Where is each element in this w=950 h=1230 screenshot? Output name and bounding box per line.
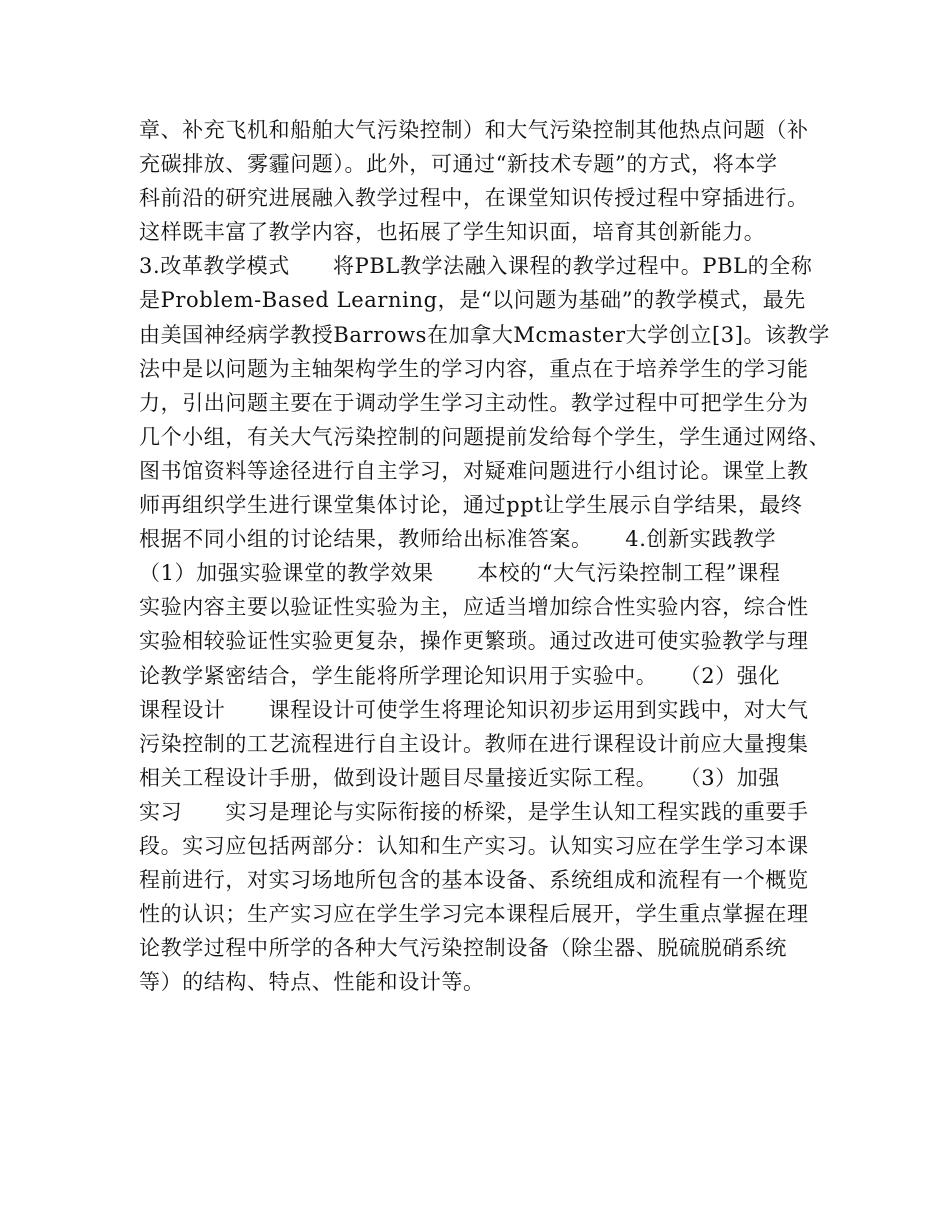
text-line: 课程设计 课程设计可使学生将理论知识初步运用到实践中，对大气 (139, 697, 809, 722)
text-line: 几个小组，有关大气污染控制的问题提前发给每个学生，学生通过网络、 (139, 424, 831, 449)
text-line: 论教学紧密结合，学生能将所学理论知识用于实验中。 （2）强化 (139, 663, 780, 688)
text-line: 程前进行，对实习场地所包含的基本设备、系统组成和流程有一个概览 (139, 868, 809, 893)
text-line: 实验相较验证性实验更复杂，操作更繁琐。通过改进可使实验教学与理 (139, 629, 809, 654)
text-line: （1）加强实验课堂的教学效果 本校的“大气污染控制工程”课程 (139, 561, 781, 586)
text-line: 法中是以问题为主轴架构学生的学习内容，重点在于培养学生的学习能 (139, 356, 809, 381)
text-line: 段。实习应包括两部分：认知和生产实习。认知实习应在学生学习本课 (139, 833, 809, 858)
text-line: 等）的结构、特点、性能和设计等。 (139, 970, 485, 995)
text-line: 由美国神经病学教授Barrows在加拿大Mcmaster大学创立[3]。该教学 (139, 322, 830, 347)
text-line: 章、补充飞机和船舶大气污染控制）和大气污染控制其他热点问题（补 (139, 118, 809, 142)
text-line: 力，引出问题主要在于调动学生学习主动性。教学过程中可把学生分为 (139, 390, 809, 415)
text-line: 是Problem-Based Learning，是“以问题为基础”的教学模式，最先 (139, 288, 806, 313)
text-line: 实习 实习是理论与实际衔接的桥梁，是学生认知工程实践的重要手 (139, 799, 809, 824)
text-line: 实验内容主要以验证性实验为主，应适当增加综合性实验内容，综合性 (139, 595, 809, 620)
text-line: 污染控制的工艺流程进行自主设计。教师在进行课程设计前应大量搜集 (139, 731, 809, 756)
text-line: 3.改革教学模式 将PBL教学法融入课程的教学过程中。PBL的全称 (139, 254, 813, 279)
text-line: 充碳排放、雾霾问题）。此外，可通过“新技术专题”的方式，将本学 (139, 152, 778, 177)
body-text (139, 113, 829, 999)
text-line: 相关工程设计手册，做到设计题目尽量接近实际工程。 （3）加强 (139, 765, 780, 790)
text-line: 性的认识；生产实习应在学生学习完本课程后展开，学生重点掌握在理 (139, 902, 809, 927)
text-line: 图书馆资料等途径进行自主学习，对疑难问题进行小组讨论。课堂上教 (139, 458, 809, 483)
text-line: 师再组织学生进行课堂集体讨论，通过ppt让学生展示自学结果，最终 (139, 493, 803, 518)
text-line: 根据不同小组的讨论结果，教师给出标准答案。 4.创新实践教学 (139, 527, 777, 552)
text-line: 论教学过程中所学的各种大气污染控制设备（除尘器、脱硫脱硝系统 (139, 936, 787, 961)
text-line: 科前沿的研究进展融入教学过程中，在课堂知识传授过程中穿插进行。 (139, 186, 809, 211)
text-line: 这样既丰富了教学内容，也拓展了学生知识面，培育其创新能力。 (139, 220, 766, 245)
